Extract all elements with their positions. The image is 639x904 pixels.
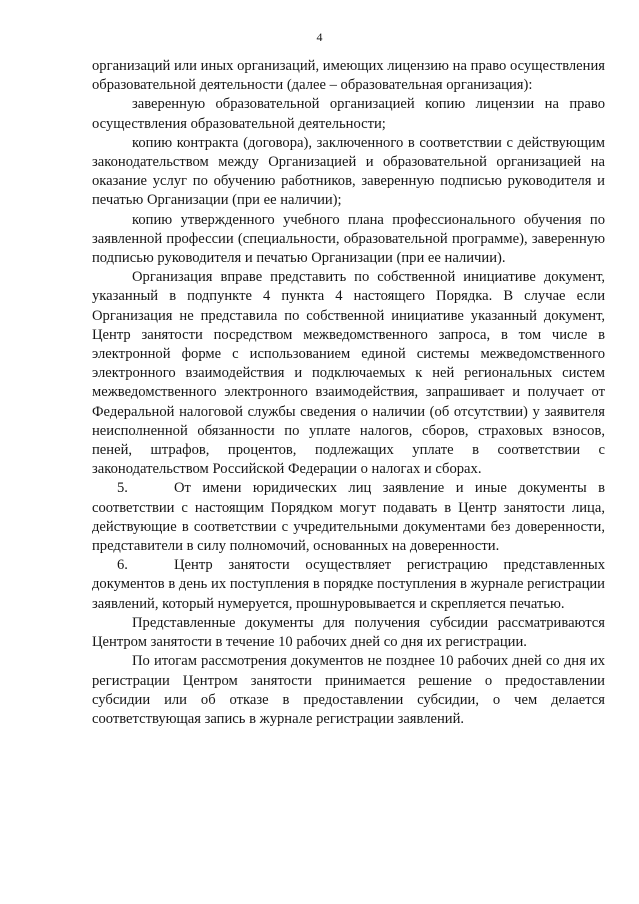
paragraph-item-6: [92, 556, 605, 614]
paragraph-license-copy: заверенную образовательной организацией копию лицензии на право осуществления образовательной деятельности;: [92, 96, 605, 132]
paragraph-interagency-request: Организация вправе представить по собственной инициативе документ, указанный в подпункте 4 пункта 4 настоящего Порядка. В случае если Организация не представила по собственной инициативе указанный документ, Центр занятости посредством межведомственного запроса, в том числе в электронной форме с использованием единой системы межведомственного электронного взаимодействия и подключаемых к ней региональных систем межведомственного электронного взаимодействия, запрашивает и получает от Федеральной налоговой службы сведения о наличии (об отсутствии) у заявителя неисполненной обязанности по уплате налогов, сборов, страховых взносов, пеней, штрафов, процентов, подлежащих уплате в соответствии с законодательством Российской Федерации о налогах и сборах.: [92, 269, 605, 478]
item-number: 5.: [117, 480, 128, 497]
paragraph-decision: По итогам рассмотрения документов не позднее 10 рабочих дней со дня их регистрации Центром занятости принимается решение о предоставлении субсидии или об отказе в предоставлении субсидии, о чем делается соответствующая запись в журнале регистрации заявлений.: [92, 653, 605, 727]
paragraph-curriculum-copy: копию утвержденного учебного плана профессионального обучения по заявленной профессии (специальности, образовательной программе), заверенную подписью руководителя и печатью Организации (при ее наличии).: [92, 211, 605, 267]
paragraph-review-period: Представленные документы для получения субсидии рассматриваются Центром занятости в течение 10 рабочих дней со дня их регистрации.: [92, 614, 605, 651]
page-number: 4: [316, 30, 323, 44]
paragraph-item-5: [92, 479, 605, 556]
document-body: [92, 57, 605, 729]
item-number: 6.: [117, 557, 128, 574]
paragraph-continuation: организаций или иных организаций, имеющих лицензию на право осуществления образовательной деятельности (далее – образовательная организация):: [92, 58, 605, 94]
item-text: От имени юридических лиц заявление и иные документы в соответствии с настоящим Порядком могут подавать в Центр занятости лица, действующие в соответствии с учредительными документами без доверенности, представители в силу полномочий, основанных на доверенности.: [92, 480, 605, 555]
item-text: Центр занятости осуществляет регистрацию представленных документов в день их поступления в порядке поступления в журнале регистрации заявлений, который нумеруется, прошнуровывается и скрепляется печатью.: [92, 557, 605, 612]
paragraph-contract-copy: копию контракта (договора), заключенного в соответствии с действующим законодательством между Организацией и образовательной организацией на оказание услуг по обучению работников, заверенную подписью руководителя и печатью Организации (при ее наличии);: [92, 134, 605, 209]
